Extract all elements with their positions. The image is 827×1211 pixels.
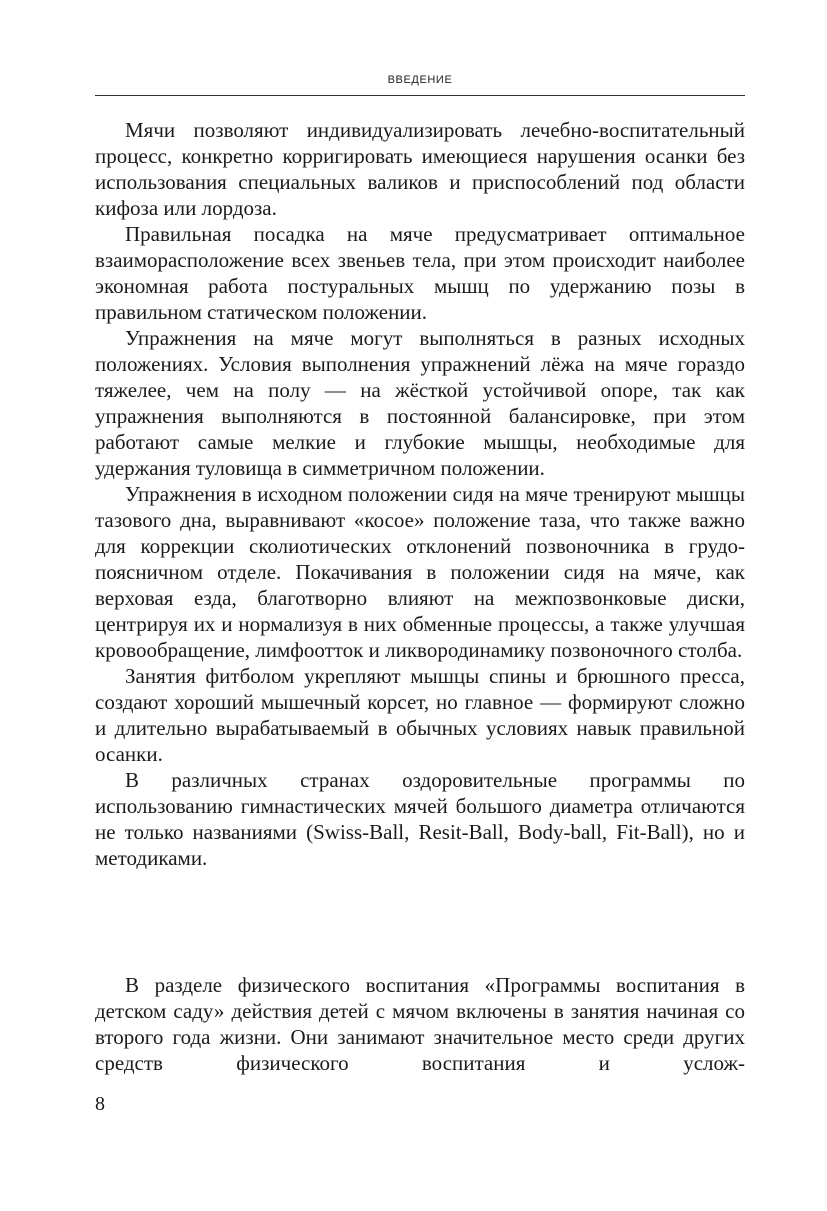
paragraph-seated-exercises: Упражнения в исходном положении сидя на мяче тренируют мышцы тазового дна, выравнивают «косое» положение таза, что также важно для коррекции сколиотических отклонений позвоночника в грудо-поясничном отделе. Покачивания в положении сидя на мяче, как верховая езда, благотворно влияют на межпозвонковые диски, центрируя их и нормализуя в них обменные процессы, а также улучшая кровообращение, лимфоотток и ликвородинамику позвоночного столба.	[95, 482, 745, 662]
paragraph-balls-individualize: Мячи позволяют индивидуализировать лечебно-воспитательный процесс, конкретно корригировать имеющиеся нарушения осанки без использования специальных валиков и приспособлений под области кифоза или лордоза.	[95, 118, 745, 220]
running-head: ВВЕДЕНИЕ	[387, 74, 453, 86]
paragraph-international-programs: В различных странах оздоровительные программы по использованию гимнастических мячей большого диаметра отличаются не только названиями (Swiss-Ball, Resit-Ball, Body-ball, Fit-Ball), но и методиками.	[95, 768, 745, 870]
page-number: 8	[95, 1093, 105, 1115]
paragraph-exercise-positions: Упражнения на мяче могут выполняться в разных исходных положениях. Условия выполнения упражнений лёжа на мяче гораздо тяжелее, чем на полу — на жёсткой устойчивой опоре, так как упражнения выполняются в постоянной балансировке, при этом работают самые мелкие и глубокие мышцы, необходимые для удержания туловища в симметричном положении.	[95, 326, 745, 480]
paragraph-kindergarten-program: В разделе физического воспитания «Программы воспитания в детском саду» действия детей с мячом включены в занятия начиная со второго года жизни. Они занимают значительное место среди других средств физического воспитания и услож-	[95, 973, 745, 1075]
lower-text-block	[95, 972, 745, 1076]
main-text-block	[95, 117, 745, 871]
header-rule	[95, 95, 745, 96]
paragraph-fitball-benefits: Занятия фитболом укрепляют мышцы спины и брюшного пресса, создают хороший мышечный корсет, но главное — формируют сложно и длительно вырабатываемый в обычных условиях навык правильной осанки.	[95, 664, 745, 766]
paragraph-correct-seating: Правильная посадка на мяче предусматривает оптимальное взаиморасположение всех звеньев тела, при этом происходит наиболее экономная работа постуральных мышц по удержанию позы в правильном статическом положении.	[95, 222, 745, 324]
